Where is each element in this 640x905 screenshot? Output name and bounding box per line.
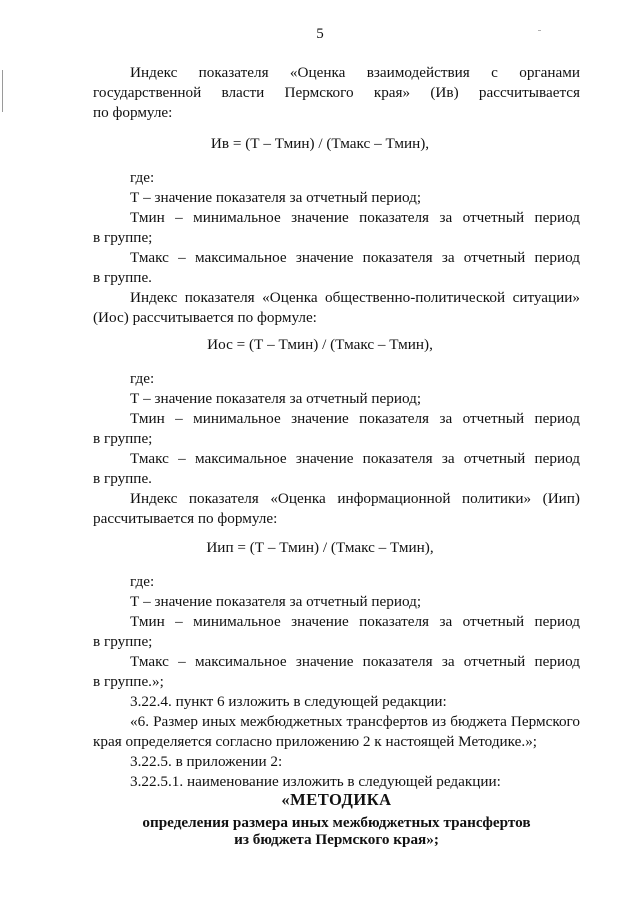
tmax-definition: Тмакс – максимальное значение показателя за отчетный период bbox=[130, 450, 580, 467]
intro3-line2: рассчитывается по формуле: bbox=[93, 510, 278, 527]
tmax-definition: Тмакс – максимальное значение показателя за отчетный период bbox=[130, 249, 580, 266]
tmin-definition: Тмин – минимальное значение показателя за отчетный период bbox=[130, 613, 580, 630]
item6-line1: «6. Размер иных межбюджетных трансфертов из бюджета Пермского bbox=[130, 713, 580, 730]
tmin-definition: Тмин – минимальное значение показателя за отчетный период bbox=[130, 209, 580, 226]
where-label: где: bbox=[130, 169, 155, 186]
methodology-subtitle-line1: определения размера иных межбюджетных трансфертов bbox=[142, 814, 531, 831]
t-definition: Т – значение показателя за отчетный период; bbox=[130, 390, 422, 407]
intro1-line1: Индекс показателя «Оценка взаимодействия с органами bbox=[130, 64, 580, 81]
item-3-22-5-1: 3.22.5.1. наименование изложить в следующей редакции: bbox=[130, 773, 501, 790]
tmax-definition: Тмакс – максимальное значение показателя за отчетный период bbox=[130, 653, 580, 670]
formula-ios: Иос = (Т – Тмин) / (Тмакс – Тмин), bbox=[207, 336, 433, 353]
intro2-line2: (Иос) рассчитывается по формуле: bbox=[93, 309, 317, 326]
intro3-line1: Индекс показателя «Оценка информационной политики» (Иип) bbox=[130, 490, 580, 507]
intro2-line1: Индекс показателя «Оценка общественно-политической ситуации» bbox=[130, 289, 580, 306]
tmax-definition-cont: в группе. bbox=[93, 470, 152, 487]
tmin-definition: Тмин – минимальное значение показателя за отчетный период bbox=[130, 410, 580, 427]
tmin-definition-cont: в группе; bbox=[93, 229, 153, 246]
t-definition: Т – значение показателя за отчетный период; bbox=[130, 593, 422, 610]
item6-line2: края определяется согласно приложению 2 к настоящей Методике.»; bbox=[93, 733, 538, 750]
tmin-definition-cont: в группе; bbox=[93, 633, 153, 650]
formula-iv: Ив = (Т – Тмин) / (Тмакс – Тмин), bbox=[210, 135, 430, 152]
item-3-22-5: 3.22.5. в приложении 2: bbox=[130, 753, 283, 770]
tmax-definition-cont: в группе. bbox=[93, 269, 152, 286]
scan-edge-mark bbox=[2, 70, 3, 112]
tmax-definition-cont: в группе.»; bbox=[93, 673, 164, 690]
intro1-line3: по формуле: bbox=[93, 104, 173, 121]
methodology-title: «МЕТОДИКА bbox=[281, 790, 392, 809]
where-label: где: bbox=[130, 370, 155, 387]
formula-iip: Иип = (Т – Тмин) / (Тмакс – Тмин), bbox=[206, 539, 434, 556]
tmin-definition-cont: в группе; bbox=[93, 430, 153, 447]
page-number: 5 bbox=[316, 26, 324, 42]
intro1-line2: государственной власти Пермского края» (Ив) рассчитывается bbox=[93, 84, 580, 101]
where-label: где: bbox=[130, 573, 155, 590]
methodology-subtitle-line2: из бюджета Пермского края»; bbox=[234, 831, 439, 848]
item-3-22-4: 3.22.4. пункт 6 изложить в следующей редакции: bbox=[130, 693, 447, 710]
t-definition: Т – значение показателя за отчетный период; bbox=[130, 189, 422, 206]
